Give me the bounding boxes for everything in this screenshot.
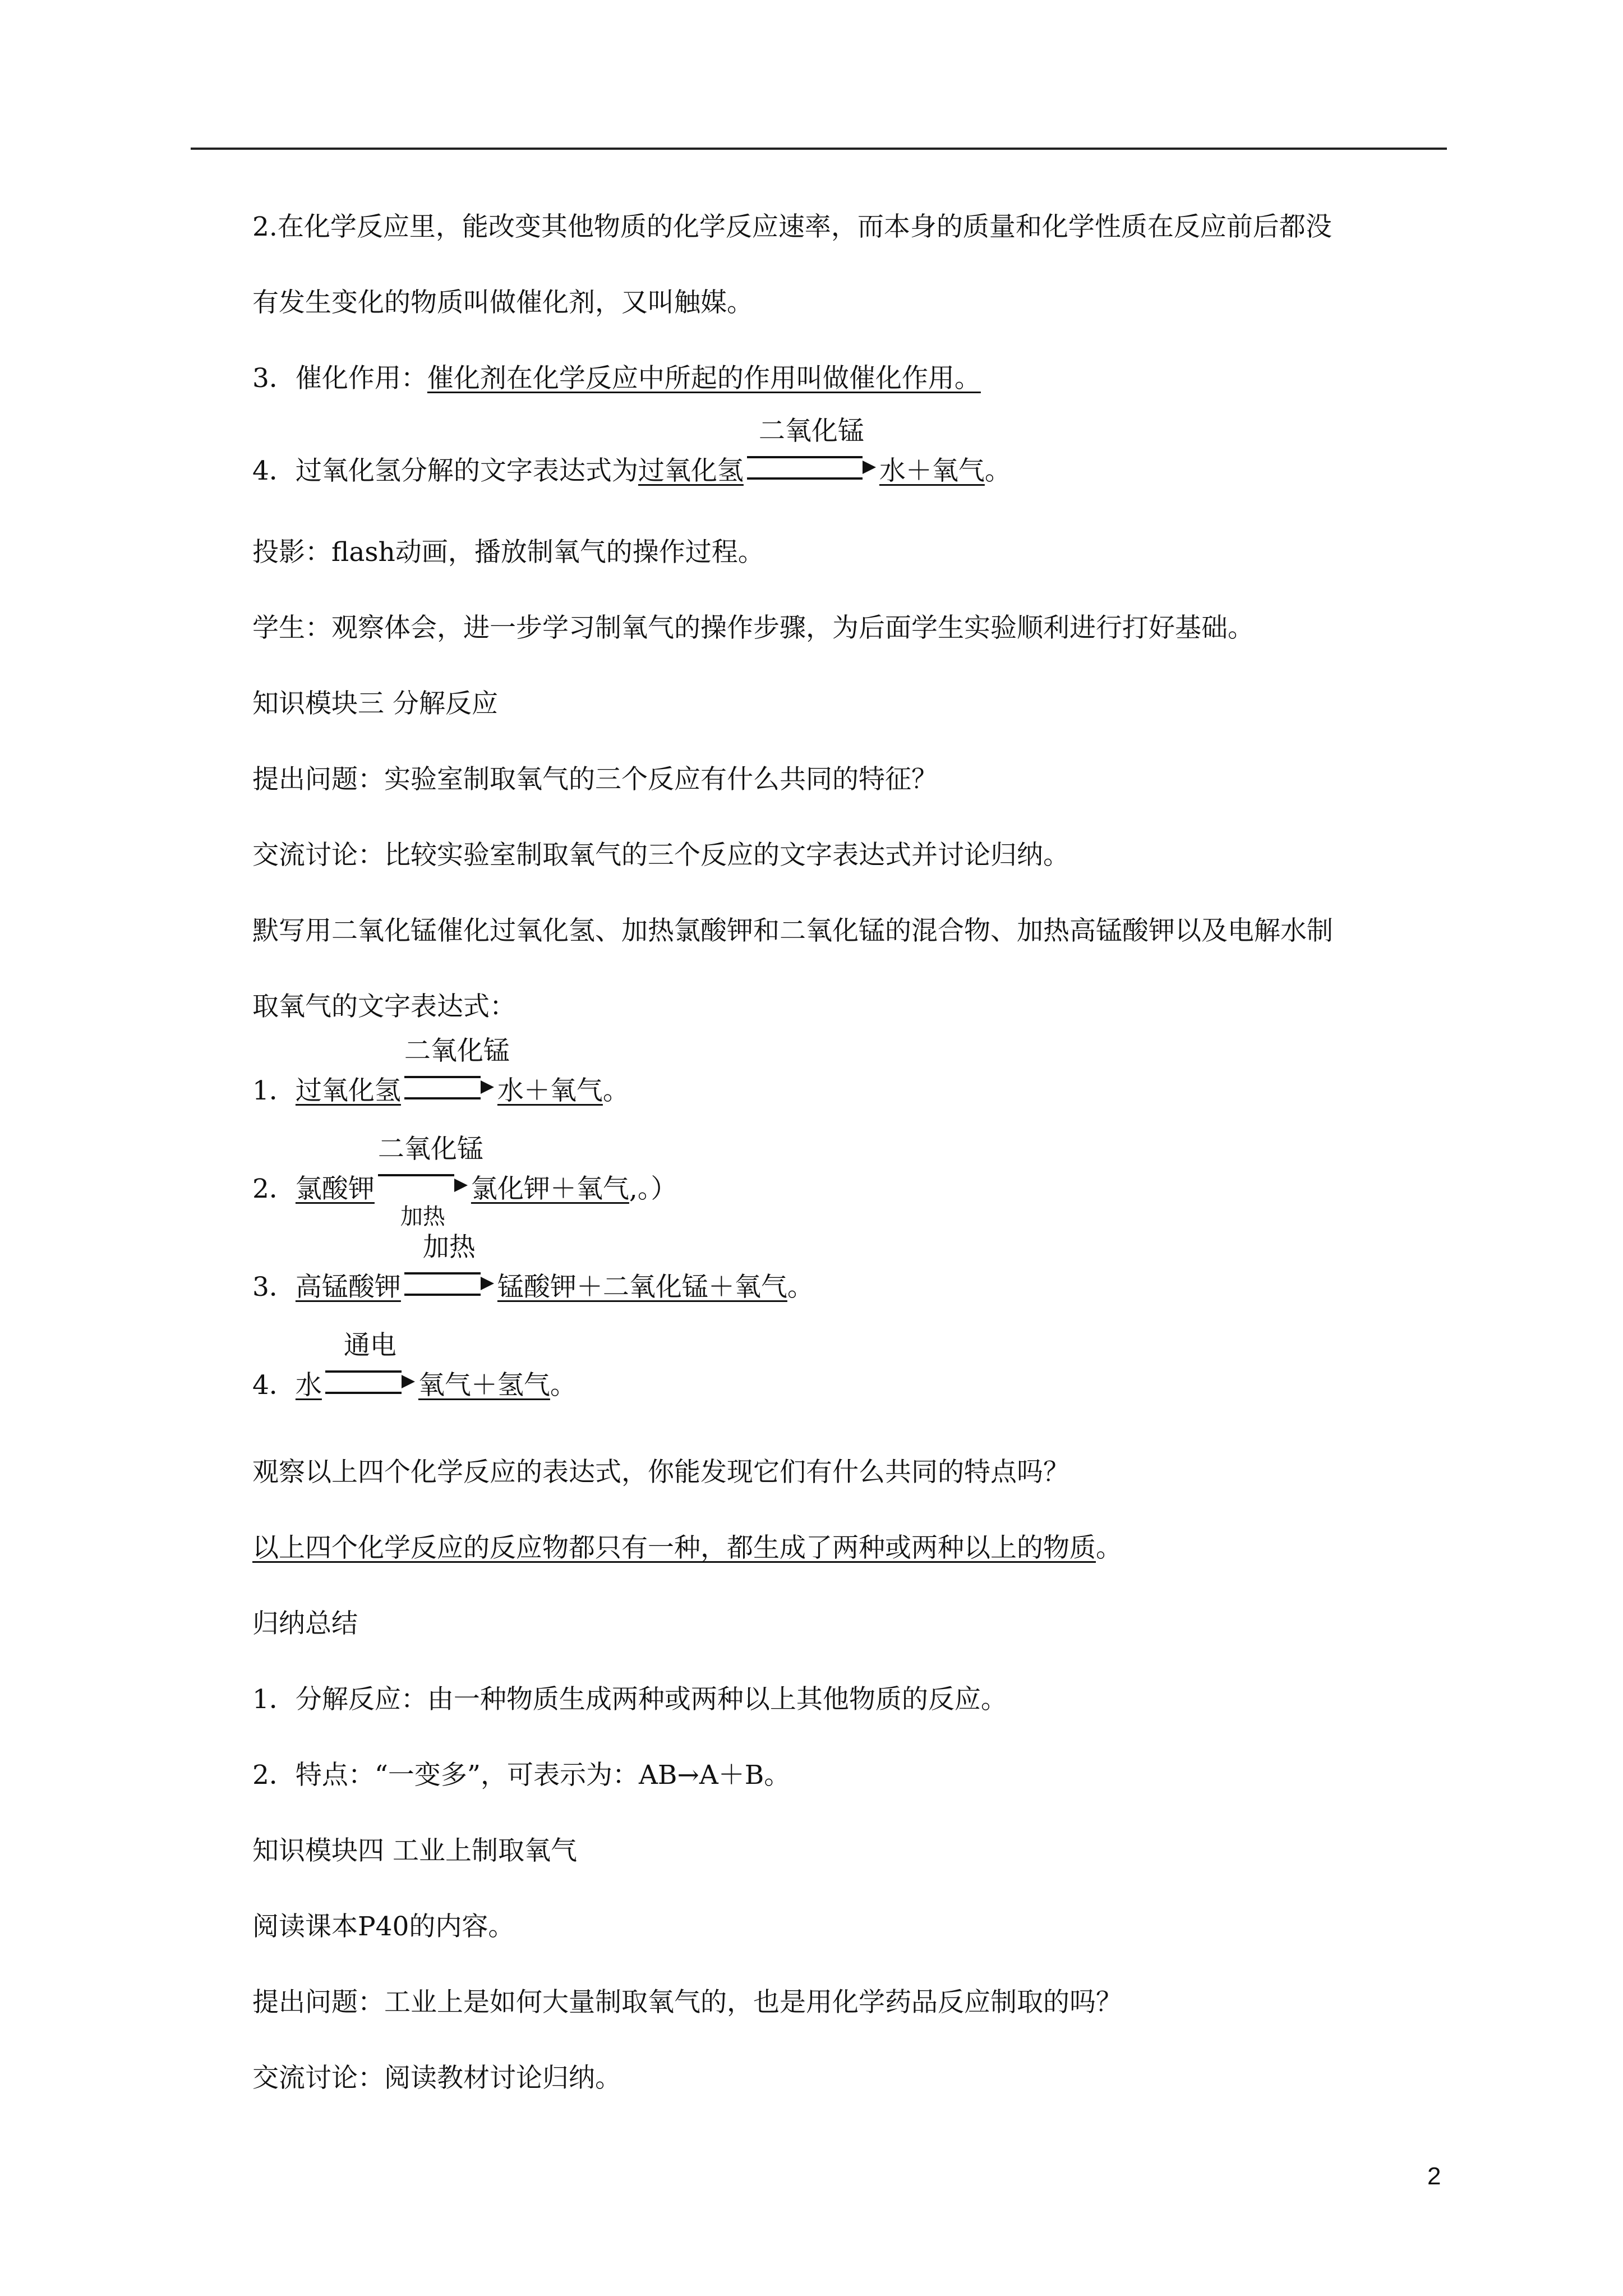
paragraph-question: 提出问题：实验室制取氧气的三个反应有什么共同的特征？ <box>252 764 938 795</box>
eq-number: 1． <box>252 1075 296 1106</box>
paragraph-catalysis <box>252 362 981 395</box>
eq-product: 水＋氧气 <box>497 1075 603 1106</box>
header-rule <box>191 148 1447 150</box>
equation-2 <box>252 1134 677 1230</box>
paragraph-student: 学生：观察体会，进一步学习制氧气的操作步骤，为后面学生实验顺利进行打好基础。 <box>252 613 1254 643</box>
catalysis-body: 催化剂在化学反应中所起的作用叫做催化作用。 <box>427 363 981 394</box>
paragraph-dictation-2: 取氧气的文字表达式： <box>252 991 516 1022</box>
reaction-condition: 二氧化锰 <box>404 1036 510 1066</box>
section-heading-3: 知识模块三 分解反应 <box>252 688 498 719</box>
eq-reactant: 过氧化氢 <box>295 1075 401 1106</box>
reaction-condition: 二氧化锰 <box>377 1134 483 1165</box>
reaction-arrow <box>747 416 876 490</box>
paragraph-read-textbook: 阅读课本P40的内容。 <box>252 1911 515 1942</box>
eq-end: ,。） <box>629 1174 677 1204</box>
eq-end: 。 <box>984 455 1011 486</box>
paragraph-catalyst-definition-2: 有发生变化的物质叫做催化剂，又叫触媒。 <box>252 287 753 318</box>
reaction-condition: 加热 <box>422 1232 476 1263</box>
eq-reactant: 水 <box>295 1370 322 1401</box>
section-heading-4: 知识模块四 工业上制取氧气 <box>252 1835 577 1866</box>
reaction-arrow <box>325 1330 415 1404</box>
eq-reactant: 氯酸钾 <box>295 1174 375 1204</box>
reaction-condition: 通电 <box>343 1330 396 1361</box>
eq-prefix: 4．过氧化氢分解的文字表达式为 <box>252 455 638 486</box>
heading-summary: 归纳总结 <box>252 1608 358 1639</box>
answer-text: 以上四个化学反应的反应物都只有一种，都生成了两种或两种以上的物质 <box>252 1533 1096 1563</box>
eq-number: 2． <box>252 1174 296 1204</box>
eq-reactant: 高锰酸钾 <box>295 1272 401 1303</box>
paragraph-discussion-2: 交流讨论：阅读教材讨论归纳。 <box>252 2063 621 2093</box>
eq-end: 。 <box>550 1370 577 1401</box>
paragraph-projection: 投影：flash动画，播放制氧气的操作过程。 <box>252 537 764 568</box>
eq-reactant: 过氧化氢 <box>638 455 744 486</box>
eq-product: 锰酸钾＋二氧化锰＋氧气 <box>497 1272 787 1303</box>
equation-4 <box>252 1330 577 1404</box>
paragraph-answer <box>252 1531 1122 1565</box>
answer-end: 。 <box>1096 1533 1122 1563</box>
reaction-arrow <box>404 1036 510 1110</box>
paragraph-question-industry: 提出问题：工业上是如何大量制取氧气的，也是用化学药品反应制取的吗？ <box>252 1987 1122 2018</box>
paragraph-h2o2-equation <box>252 416 1011 490</box>
reaction-arrow <box>404 1232 494 1306</box>
eq-product: 氯化钾＋氧气 <box>471 1174 629 1204</box>
paragraph-discussion: 交流讨论：比较实验室制取氧气的三个反应的文字表达式并讨论归纳。 <box>252 840 1069 871</box>
equation-3 <box>252 1232 814 1306</box>
paragraph-observe: 观察以上四个化学反应的表达式，你能发现它们有什么共同的特点吗？ <box>252 1457 1069 1488</box>
reaction-arrow <box>377 1134 483 1230</box>
eq-product: 氧气＋氢气 <box>418 1370 550 1401</box>
paragraph-dictation-1: 默写用二氧化锰催化过氧化氢、加热氯酸钾和二氧化锰的混合物、加热高锰酸钾以及电解水制 <box>252 915 1333 946</box>
summary-item-2: 2．特点：“一变多”，可表示为：AB→A＋B。 <box>252 1760 791 1791</box>
eq-number: 4． <box>252 1370 296 1401</box>
page-number: 2 <box>1427 2162 1441 2190</box>
equation-1 <box>252 1036 629 1110</box>
eq-end: 。 <box>602 1075 629 1106</box>
eq-number: 3． <box>252 1272 296 1303</box>
paragraph-catalyst-definition-1: 2.在化学反应里，能改变其他物质的化学反应速率，而本身的质量和化学性质在反应前后都没 <box>252 211 1332 242</box>
catalysis-label: 3．催化作用： <box>252 363 427 394</box>
summary-item-1: 1．分解反应：由一种物质生成两种或两种以上其他物质的反应。 <box>252 1684 1007 1715</box>
eq-end: 。 <box>787 1272 814 1303</box>
eq-product: 水＋氧气 <box>879 455 985 486</box>
reaction-condition: 二氧化锰 <box>758 416 864 447</box>
reaction-condition-below: 加热 <box>400 1204 445 1230</box>
